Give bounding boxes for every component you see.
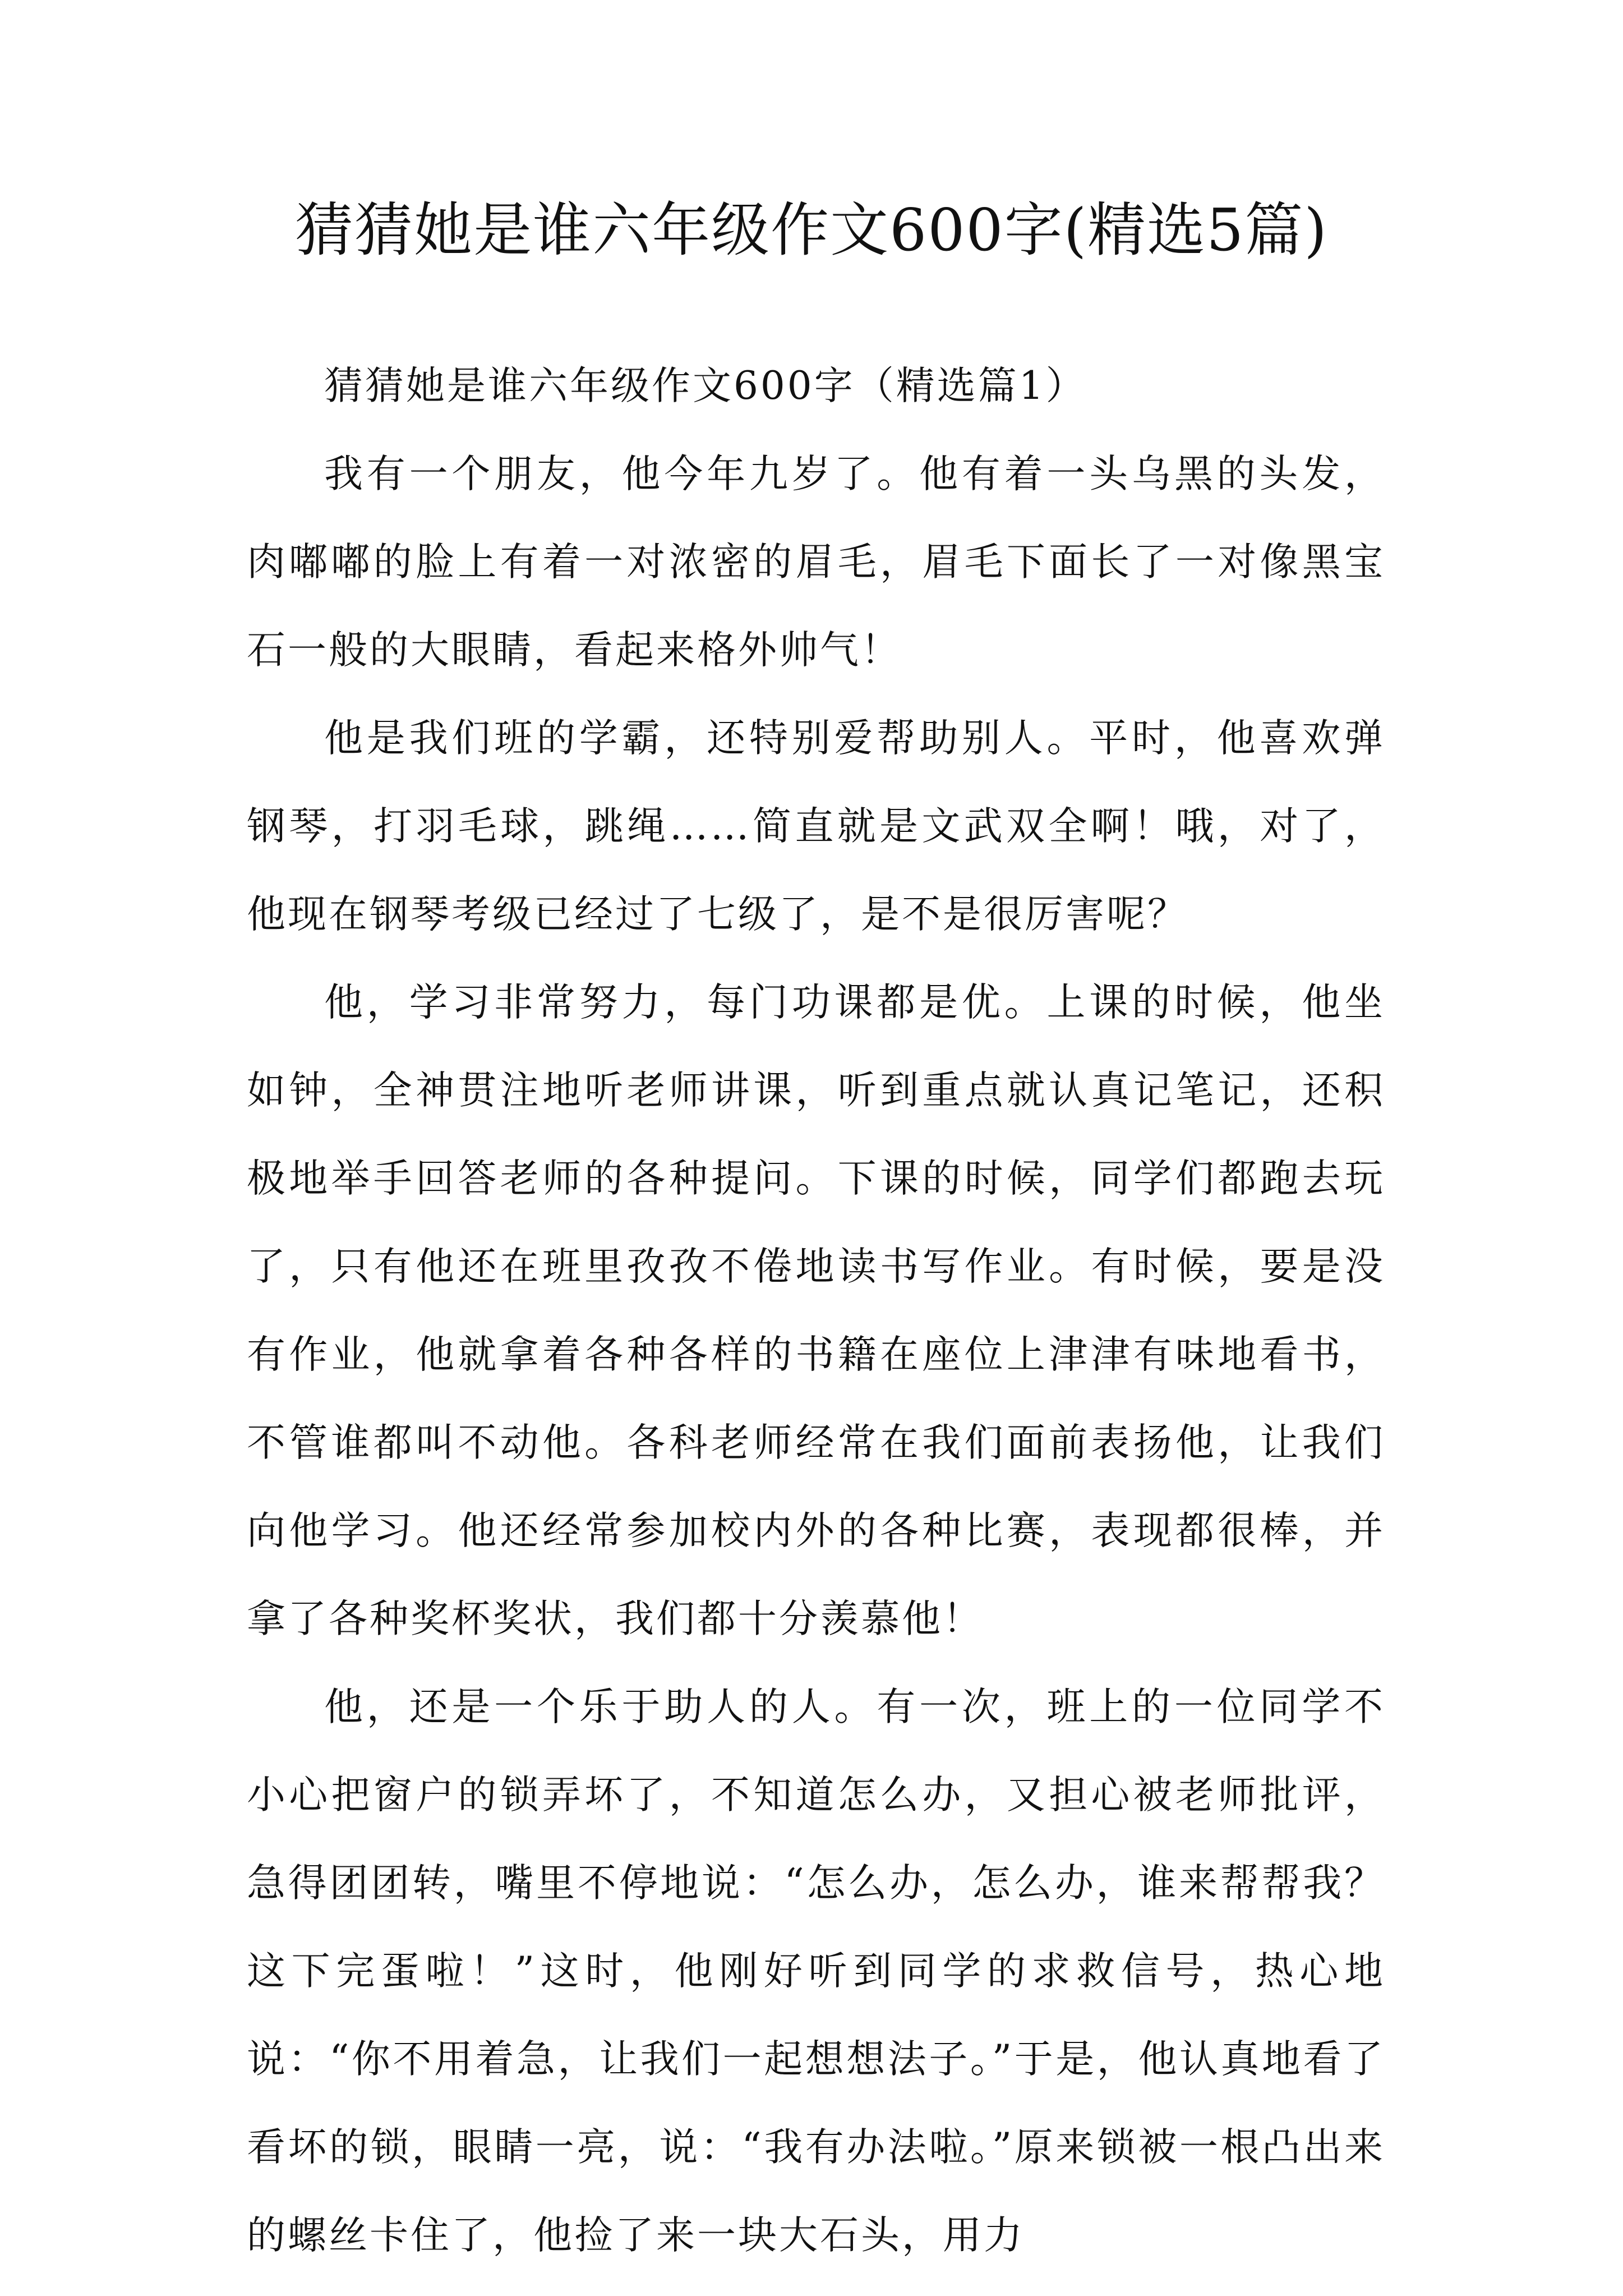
section-heading: 猜猜她是谁六年级作文600字（精选篇1） — [324, 364, 1087, 408]
paragraph: 我有一个朋友，他今年九岁了。他有着一头乌黑的头发，肉嘟嘟的脸上有着一对浓密的眉毛，眉毛下面长了一对像黑宝石一般的大眼睛，看起来格外帅气！ — [247, 452, 1385, 673]
paragraph: 他，还是一个乐于助人的人。有一次，班上的一位同学不小心把窗户的锁弄坏了，不知道怎么办，又担心被老师批评，急得团团转，嘴里不停地说：“怎么办，怎么办，谁来帮帮我？这下完蛋啦！”这时，他刚好听到同学的求救信号，热心地说：“你不用着急，让我们一起想想法子。”于是，他认真地看了看坏的锁，眼睛一亮，说：“我有办法啦。”原来锁被一根凸出来的螺丝卡住了，他捡了来一块大石头，用力 — [247, 1685, 1385, 2258]
paragraph: 他，学习非常努力，每门功课都是优。上课的时候，他坐如钟，全神贯注地听老师讲课，听到重点就认真记笔记，还积极地举手回答老师的各种提问。下课的时候，同学们都跑去玩了，只有他还在班里孜孜不倦地读书写作业。有时候，要是没有作业，他就拿着各种各样的书籍在座位上津津有味地看书，不管谁都叫不动他。各科老师经常在我们面前表扬他，让我们向他学习。他还经常参加校内外的各种比赛，表现都很棒，并拿了各种奖杯奖状，我们都十分羡慕他！ — [247, 980, 1385, 1641]
document-body — [247, 342, 1385, 2280]
paragraph: 他是我们班的学霸，还特别爱帮助别人。平时，他喜欢弹钢琴，打羽毛球，跳绳……简直就是文武双全啊！哦，对了，他现在钢琴考级已经过了七级了，是不是很厉害呢？ — [247, 716, 1385, 937]
document-title: 猜猜她是谁六年级作文600字(精选5篇) — [295, 196, 1328, 264]
